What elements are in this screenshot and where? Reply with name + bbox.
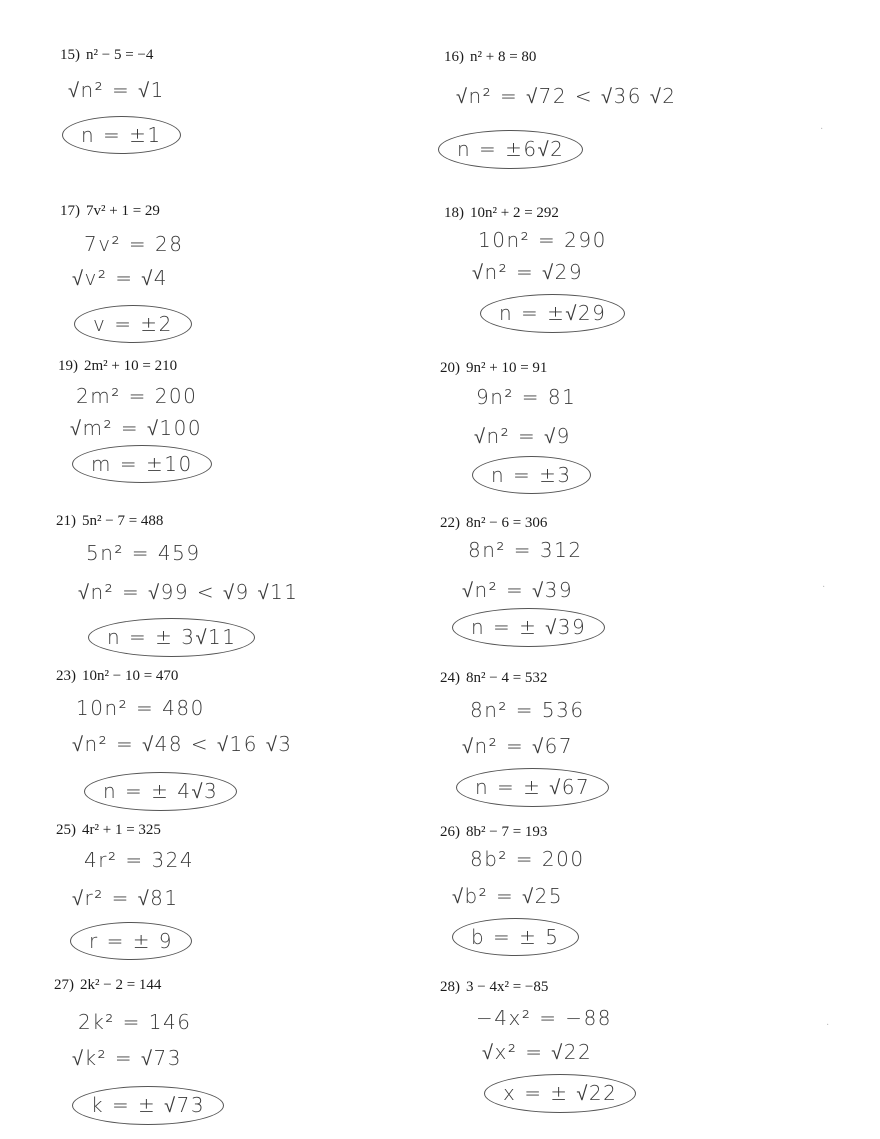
scan-speck: · xyxy=(822,582,826,593)
answer-circle: n = ±√29 xyxy=(480,294,625,333)
answer-circle: n = ± √39 xyxy=(452,608,605,647)
work-line: 8n² = 536 xyxy=(470,698,585,722)
problem-question: n² + 8 = 80 xyxy=(470,49,537,65)
problem-number: 26) xyxy=(440,824,460,840)
work-line: √n² = √39 xyxy=(462,578,574,602)
problem-23 xyxy=(56,667,416,685)
scan-speck: · xyxy=(826,1020,830,1031)
problem-number: 17) xyxy=(60,203,80,219)
problem-question: 2m² + 10 = 210 xyxy=(84,358,178,374)
problem-number: 24) xyxy=(440,670,460,686)
problem-25 xyxy=(56,821,416,839)
problem-19 xyxy=(58,357,418,375)
work-line: 2m² = 200 xyxy=(76,384,198,408)
problem-number: 21) xyxy=(56,513,76,529)
problem-question: 8b² − 7 = 193 xyxy=(466,824,548,840)
answer-circle: k = ± √73 xyxy=(72,1086,224,1125)
problem-24 xyxy=(440,669,800,687)
work-line: 5n² = 459 xyxy=(86,541,201,565)
work-line: √k² = √73 xyxy=(72,1046,182,1070)
problem-26 xyxy=(440,823,800,841)
answer-circle: b = ± 5 xyxy=(452,918,579,956)
problem-question: 7v² + 1 = 29 xyxy=(86,203,160,219)
problem-22 xyxy=(440,514,800,532)
work-line: 4r² = 324 xyxy=(84,848,195,872)
problem-number: 23) xyxy=(56,668,76,684)
scan-speck: · xyxy=(820,124,824,135)
problem-number: 19) xyxy=(58,358,78,374)
problem-number: 18) xyxy=(444,205,464,221)
work-line: 10n² = 480 xyxy=(76,696,205,720)
work-line: √n² = √9 xyxy=(474,424,571,448)
problem-15 xyxy=(60,46,420,64)
work-line: √b² = √25 xyxy=(452,884,564,908)
answer-circle: n = ± √67 xyxy=(456,768,609,807)
work-line: 8n² = 312 xyxy=(468,538,583,562)
problem-20 xyxy=(440,359,800,377)
problem-question: 2k² − 2 = 144 xyxy=(80,977,162,993)
work-line: √n² = √99 < √9 √11 xyxy=(78,580,299,604)
problem-16 xyxy=(444,48,804,66)
work-line: √r² = √81 xyxy=(72,886,179,910)
problem-number: 22) xyxy=(440,515,460,531)
problem-question: 10n² − 10 = 470 xyxy=(82,668,179,684)
problem-number: 28) xyxy=(440,979,460,995)
problem-question: 5n² − 7 = 488 xyxy=(82,513,164,529)
work-line: −4x² = −88 xyxy=(476,1006,613,1030)
answer-circle: m = ±10 xyxy=(72,445,212,483)
problem-question: 10n² + 2 = 292 xyxy=(470,205,559,221)
problem-number: 16) xyxy=(444,49,464,65)
answer-circle: n = ± 4√3 xyxy=(84,772,237,811)
work-line: 9n² = 81 xyxy=(476,385,577,409)
work-line: √n² = √29 xyxy=(472,260,584,284)
problem-question: 9n² + 10 = 91 xyxy=(466,360,548,376)
problem-27 xyxy=(54,976,414,994)
problem-18 xyxy=(444,204,804,222)
problem-number: 25) xyxy=(56,822,76,838)
work-line: √v² = √4 xyxy=(72,266,169,290)
answer-circle: n = ±3 xyxy=(472,456,591,494)
answer-circle: v = ±2 xyxy=(74,305,192,343)
work-line: √m² = √100 xyxy=(70,416,203,440)
problem-question: 8n² − 4 = 532 xyxy=(466,670,548,686)
problem-17 xyxy=(60,202,420,220)
answer-circle: x = ± √22 xyxy=(484,1074,636,1113)
work-line: 2k² = 146 xyxy=(78,1010,192,1034)
work-line: √n² = √1 xyxy=(68,78,165,102)
work-line: √x² = √22 xyxy=(482,1040,593,1064)
answer-circle: n = ±6√2 xyxy=(438,130,583,169)
problem-number: 15) xyxy=(60,47,80,63)
problem-number: 27) xyxy=(54,977,74,993)
problem-21 xyxy=(56,512,416,530)
work-line: 7v² = 28 xyxy=(84,232,184,256)
answer-circle: n = ±1 xyxy=(62,116,181,154)
answer-circle: r = ± 9 xyxy=(70,922,192,960)
problem-question: 3 − 4x² = −85 xyxy=(466,979,549,995)
problem-28 xyxy=(440,978,800,996)
work-line: 10n² = 290 xyxy=(478,228,607,252)
work-line: √n² = √48 < √16 √3 xyxy=(72,732,293,756)
work-line: √n² = √67 xyxy=(462,734,574,758)
problem-question: n² − 5 = −4 xyxy=(86,47,154,63)
problem-question: 8n² − 6 = 306 xyxy=(466,515,548,531)
problem-question: 4r² + 1 = 325 xyxy=(82,822,161,838)
work-line: √n² = √72 < √36 √2 xyxy=(456,84,677,108)
problem-number: 20) xyxy=(440,360,460,376)
answer-circle: n = ± 3√11 xyxy=(88,618,255,657)
work-line: 8b² = 200 xyxy=(470,847,585,871)
